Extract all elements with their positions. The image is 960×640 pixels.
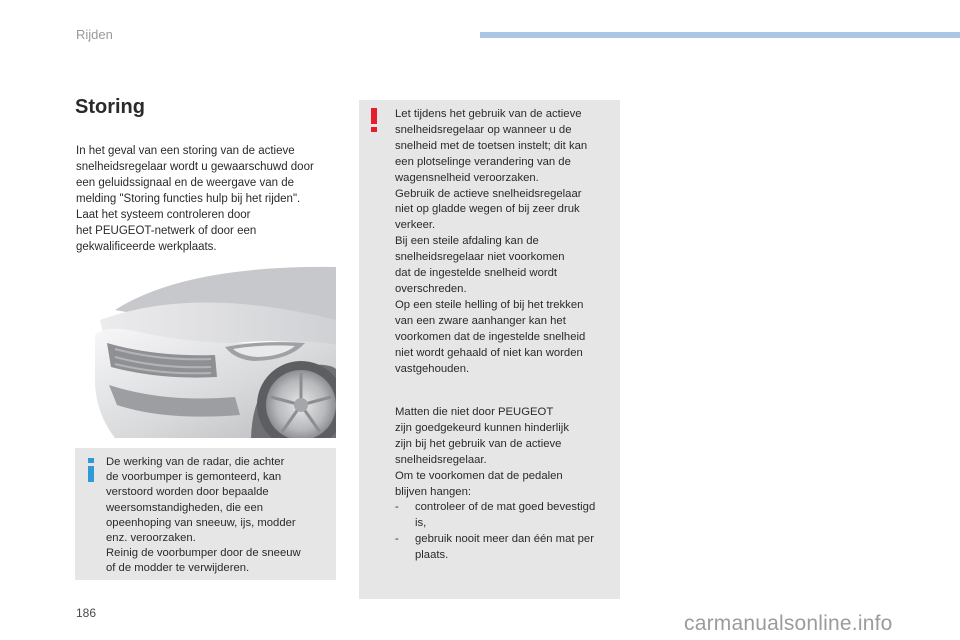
- list-item-line: gebruik nooit meer dan één mat per: [415, 533, 594, 546]
- page-title: Storing: [75, 96, 145, 118]
- info-note-box: [75, 448, 336, 580]
- warning-line: snelheidsregelaar niet voorkomen: [395, 251, 565, 264]
- floor-mat-list: [395, 500, 617, 564]
- warning-line: Let tijdens het gebruik van de actieve: [395, 108, 582, 120]
- info-line: of de modder te verwijderen.: [106, 562, 250, 575]
- list-item-line: plaats.: [415, 549, 449, 562]
- warning-line: snelheid met de toetsen instelt; dit kan: [395, 139, 588, 152]
- warning-line: van een zware aanhanger kan het: [395, 314, 566, 327]
- page-number: 186: [76, 606, 97, 620]
- warning-note-box: [359, 100, 620, 599]
- warning-line: wagensnelheid veroorzaken.: [395, 171, 539, 184]
- floor-mat-line: zijn bij het gebruik van de actieve: [395, 437, 562, 450]
- floor-mat-line: blijven hangen:: [395, 485, 472, 498]
- warning-line: overschreden.: [395, 282, 467, 295]
- info-line: enz. veroorzaken.: [106, 532, 196, 545]
- floor-mat-line: Matten die niet door PEUGEOT: [395, 406, 554, 418]
- intro-paragraph: [76, 143, 346, 255]
- section-label: Rijden: [76, 27, 113, 42]
- intro-line: gekwalificeerde werkplaats.: [76, 241, 217, 253]
- floor-mat-line: snelheidsregelaar.: [395, 453, 487, 466]
- warning-line: niet wordt gehaald of niet kan worden: [395, 346, 583, 359]
- warning-line: niet op gladde wegen of bij zeer druk: [395, 203, 580, 216]
- info-line: De werking van de radar, die achter: [106, 456, 285, 468]
- warning-line: vastgehouden.: [395, 362, 470, 375]
- list-item: [395, 532, 617, 564]
- floor-mat-line: zijn goedgekeurd kunnen hinderlijk: [395, 421, 569, 434]
- info-line: verstoord worden door bepaalde: [106, 486, 269, 499]
- info-line: de voorbumper is gemonteerd, kan: [106, 471, 282, 484]
- warning-line: Op een steile helling of bij het trekken: [395, 298, 584, 311]
- intro-line: het PEUGEOT-netwerk of door een: [76, 225, 257, 237]
- info-icon: [86, 458, 96, 482]
- warning-note-text: [395, 107, 617, 377]
- floor-mat-line: Om te voorkomen dat de pedalen: [395, 469, 563, 482]
- header-accent-bar: [480, 32, 960, 38]
- warning-line: voorkomen dat de ingestelde snelheid: [395, 330, 586, 343]
- list-item: [395, 500, 617, 532]
- intro-line: Laat het systeem controleren door: [76, 209, 251, 221]
- list-item-line: controleer of de mat goed bevestigd: [415, 501, 596, 514]
- warning-line: dat de ingestelde snelheid wordt: [395, 267, 558, 280]
- warning-icon: [369, 108, 379, 132]
- list-dash: -: [395, 533, 399, 546]
- info-line: weersomstandigheden, die een: [106, 501, 264, 514]
- warning-line: verkeer.: [395, 219, 436, 232]
- warning-line: snelheidsregelaar op wanneer u de: [395, 123, 572, 136]
- info-line: opeenhoping van sneeuw, ijs, modder: [106, 516, 296, 529]
- intro-line: snelheidsregelaar wordt u gewaarschuwd door: [76, 161, 314, 173]
- intro-line: In het geval van een storing van de actieve: [76, 145, 295, 157]
- warning-line: een plotselinge verandering van de: [395, 155, 571, 168]
- intro-line: melding "Storing functies hulp bij het rijden".: [76, 193, 301, 205]
- info-note-text: [106, 455, 331, 577]
- watermark-link[interactable]: carmanualsonline.info: [684, 612, 893, 635]
- intro-line: een geluidssignaal en de weergave van de: [76, 177, 295, 189]
- car-front-illustration: [75, 265, 336, 438]
- warning-line: Bij een steile afdaling kan de: [395, 235, 539, 248]
- warning-line: Gebruik de actieve snelheidsregelaar: [395, 187, 582, 200]
- floor-mat-note-text: [395, 405, 617, 564]
- list-dash: -: [395, 501, 399, 514]
- list-item-line: is,: [415, 517, 427, 530]
- info-line: Reinig de voorbumper door de sneeuw: [106, 547, 301, 560]
